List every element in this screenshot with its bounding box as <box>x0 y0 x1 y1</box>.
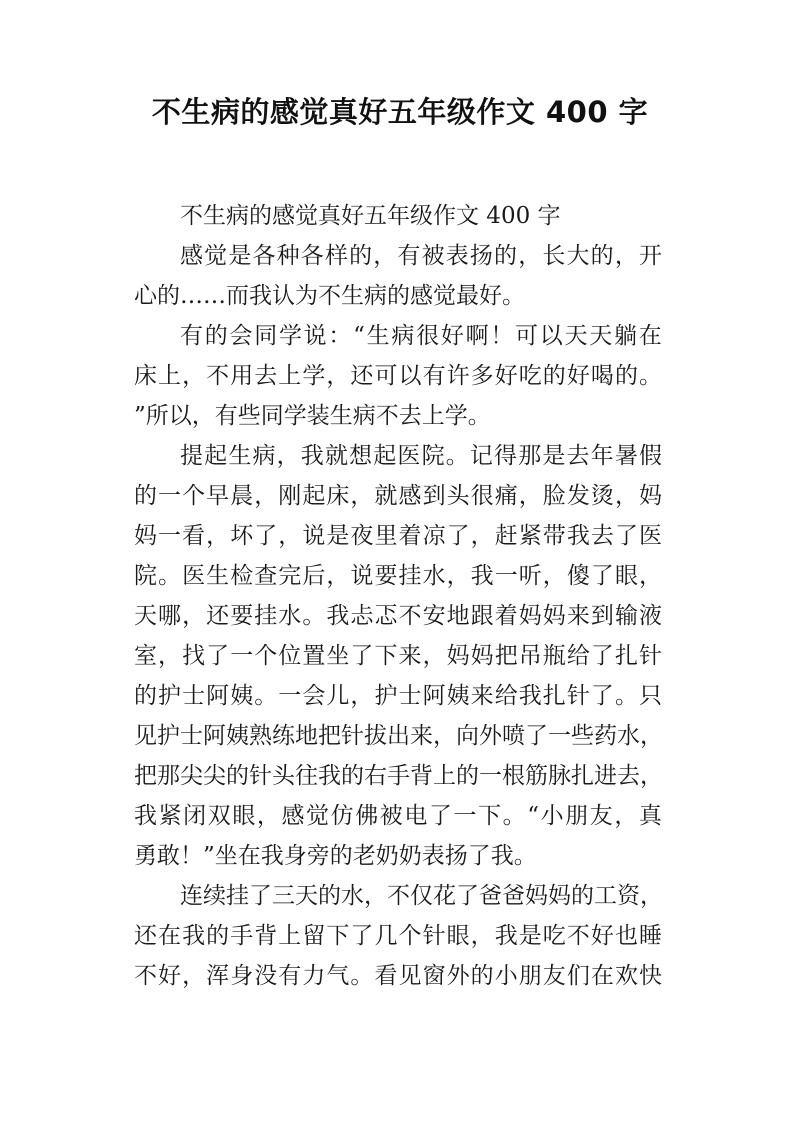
text-line: 连 续 挂 了 三 天 的 水 ， 不 仅 花 了 爸 爸 妈 妈 的 工 资 ， <box>180 883 663 909</box>
text-line: 不 好 ， 浑 身 没 有 力 气 。 看 见 窗 外 的 小 朋 友 们 在 欢 快 <box>134 963 662 989</box>
document-body <box>134 196 662 996</box>
text-line: ”所以，有些同学装生病不去上学。 <box>134 403 491 429</box>
text-line: 我 紧 闭 双 眼 ， 感 觉 仿 佛 被 电 了 一 下 。 “ 小 朋 友 ， 真 <box>134 803 662 829</box>
document-title: 不生病的感觉真好五年级作文 400 字 <box>151 95 649 129</box>
text-line: 提 起 生 病 ， 我 就 想 起 医 院 。 记 得 那 是 去 年 暑 假 <box>180 443 662 469</box>
text-line: 的 一 个 早 晨 ， 刚 起 床 ， 就 感 到 头 很 痛 ， 脸 发 烫 ， 妈 <box>134 483 662 509</box>
text-line: 还 在 我 的 手 背 上 留 下 了 几 个 针 眼 ， 我 是 吃 不 好 也 睡 <box>134 923 662 949</box>
text-line: 不生病的感觉真好五年级作文 400 字 <box>180 203 561 229</box>
text-line: 有 的 会 同 学 说 ： “ 生 病 很 好 啊 ！ 可 以 天 天 躺 在 <box>180 323 662 349</box>
text-line: 的 护 士 阿 姨 。 一 会 儿 ， 护 士 阿 姨 来 给 我 扎 针 了 。 只 <box>134 683 662 709</box>
text-line: 心的……而我认为不生病的感觉最好。 <box>134 283 525 309</box>
text-line: 妈 一 看 ， 坏 了 ， 说 是 夜 里 着 凉 了 ， 赶 紧 带 我 去 了 医 <box>134 523 662 549</box>
text-line: 把 那 尖 尖 的 针 头 往 我 的 右 手 背 上 的 一 根 筋 脉 扎 进 去 ， <box>134 763 663 789</box>
text-line: 院 。 医 生 检 查 完 后 ， 说 要 挂 水 ， 我 一 听 ， 傻 了 眼 ， <box>134 563 662 589</box>
text-line: 见 护 士 阿 姨 熟 练 地 把 针 拔 出 来 ， 向 外 喷 了 一 些 药 水 ， <box>134 723 663 749</box>
text-line: 天 哪 ， 还 要 挂 水 。 我 忐 忑 不 安 地 跟 着 妈 妈 来 到 输 液 <box>134 603 662 629</box>
text-line: 室 ， 找 了 一 个 位 置 坐 了 下 来 ， 妈 妈 把 吊 瓶 给 了 扎 针 <box>134 643 662 669</box>
text-line: 床 上 ， 不 用 去 上 学 ， 还 可 以 有 许 多 好 吃 的 好 喝 的 。 <box>134 363 662 389</box>
text-line: 勇敢！”坐在我身旁的老奶奶表扬了我。 <box>134 843 537 869</box>
text-line: 感 觉 是 各 种 各 样 的 ， 有 被 表 扬 的 ， 长 大 的 ， 开 <box>180 243 662 269</box>
